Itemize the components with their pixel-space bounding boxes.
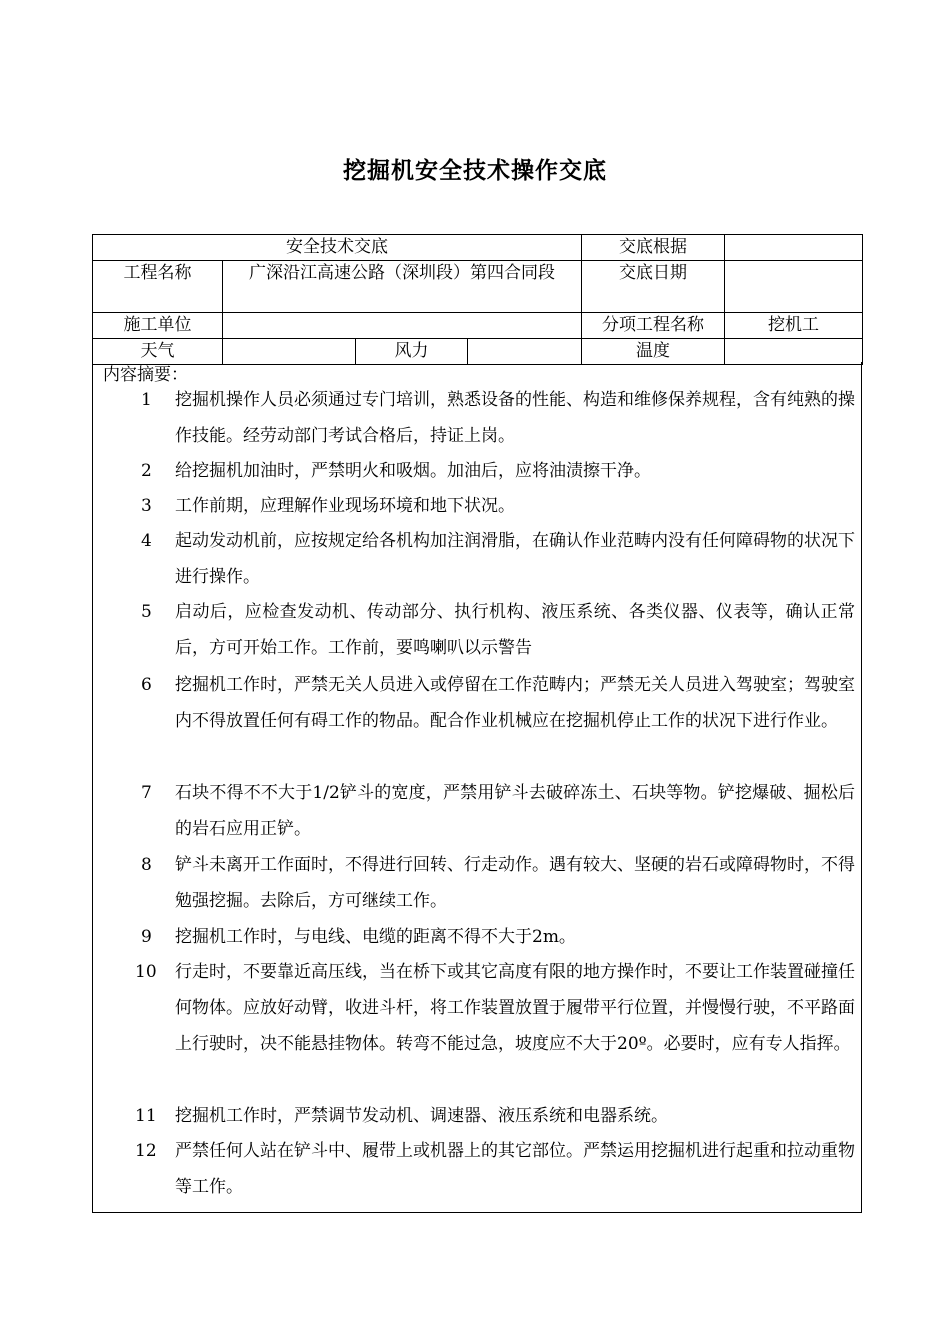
item-number: 11 bbox=[135, 1106, 157, 1126]
item-number: 8 bbox=[141, 855, 152, 875]
item-number: 7 bbox=[141, 783, 152, 803]
subproject-name-value: 挖机工 bbox=[725, 313, 863, 339]
basis-value bbox=[725, 235, 863, 261]
wind-label: 风力 bbox=[356, 339, 468, 365]
content-box bbox=[92, 362, 862, 1213]
item-number: 5 bbox=[141, 602, 152, 622]
basis-label: 交底根据 bbox=[582, 235, 725, 261]
item-number: 2 bbox=[141, 461, 152, 481]
item-text: 挖掘机操作人员必须通过专门培训，熟悉设备的性能、构造和维修保养规程，含有纯熟的操作技能。经劳动部门考试合格后，持证上岗。 bbox=[175, 390, 855, 446]
project-name-label: 工程名称 bbox=[93, 261, 223, 313]
construction-unit-value bbox=[223, 313, 582, 339]
project-name-value: 广深沿江高速公路（深圳段）第四合同段 bbox=[223, 261, 582, 313]
item-text: 铲斗未离开工作面时，不得进行回转、行走动作。遇有较大、坚硬的岩石或障碍物时，不得勉强挖掘。去除后，方可继续工作。 bbox=[175, 855, 855, 911]
header-disclosure-label: 安全技术交底 bbox=[93, 235, 582, 261]
weather-label: 天气 bbox=[93, 339, 223, 365]
item-text: 启动后，应检查发动机、传动部分、执行机构、液压系统、各类仪器、仪表等，确认正常后，方可开始工作。工作前，要鸣喇叭以示警告 bbox=[175, 602, 855, 658]
item-text: 起动发动机前，应按规定给各机构加注润滑脂，在确认作业范畴内没有任何障碍物的状况下进行操作。 bbox=[175, 531, 855, 587]
temperature-value bbox=[725, 339, 863, 365]
item-text: 石块不得不不大于1/2铲斗的宽度，严禁用铲斗去破碎冻土、石块等物。铲挖爆破、掘松后的岩石应用正铲。 bbox=[175, 783, 855, 839]
item-number: 4 bbox=[141, 531, 152, 551]
item-number: 12 bbox=[135, 1141, 157, 1161]
weather-value bbox=[223, 339, 356, 365]
item-text: 严禁任何人站在铲斗中、履带上或机器上的其它部位。严禁运用挖掘机进行起重和拉动重物等工作。 bbox=[175, 1141, 855, 1197]
content-summary-label: 内容摘要： bbox=[103, 365, 188, 385]
disclosure-date-value bbox=[725, 261, 863, 313]
item-number: 3 bbox=[141, 496, 152, 516]
item-text: 行走时，不要靠近高压线，当在桥下或其它高度有限的地方操作时，不要让工作装置碰撞任何物体。应放好动臂，收进斗杆，将工作装置放置于履带平行位置，并慢慢行驶，不平路面上行驶时，决不能悬挂物体。转弯不能过急，坡度应不大于20º。必要时，应有专人指挥。 bbox=[175, 962, 855, 1054]
header-table bbox=[92, 234, 863, 365]
construction-unit-label: 施工单位 bbox=[93, 313, 223, 339]
document-title: 挖掘机安全技术操作交底 bbox=[343, 158, 607, 184]
item-number: 10 bbox=[135, 962, 157, 982]
temperature-label: 温度 bbox=[582, 339, 725, 365]
item-text: 给挖掘机加油时，严禁明火和吸烟。加油后，应将油渍擦干净。 bbox=[175, 461, 651, 481]
item-number: 6 bbox=[141, 675, 152, 695]
item-text: 挖掘机工作时，严禁无关人员进入或停留在工作范畴内；严禁无关人员进入驾驶室；驾驶室内不得放置任何有碍工作的物品。配合作业机械应在挖掘机停止工作的状况下进行作业。 bbox=[175, 675, 855, 731]
item-text: 挖掘机工作时，与电线、电缆的距离不得不大于2m。 bbox=[175, 927, 576, 947]
item-number: 9 bbox=[141, 927, 152, 947]
wind-value bbox=[468, 339, 582, 365]
item-number: 1 bbox=[141, 390, 152, 410]
subproject-name-label: 分项工程名称 bbox=[582, 313, 725, 339]
item-text: 挖掘机工作时，严禁调节发动机、调速器、液压系统和电器系统。 bbox=[175, 1106, 668, 1126]
item-text: 工作前期，应理解作业现场环境和地下状况。 bbox=[175, 496, 515, 516]
disclosure-date-label: 交底日期 bbox=[582, 261, 725, 313]
